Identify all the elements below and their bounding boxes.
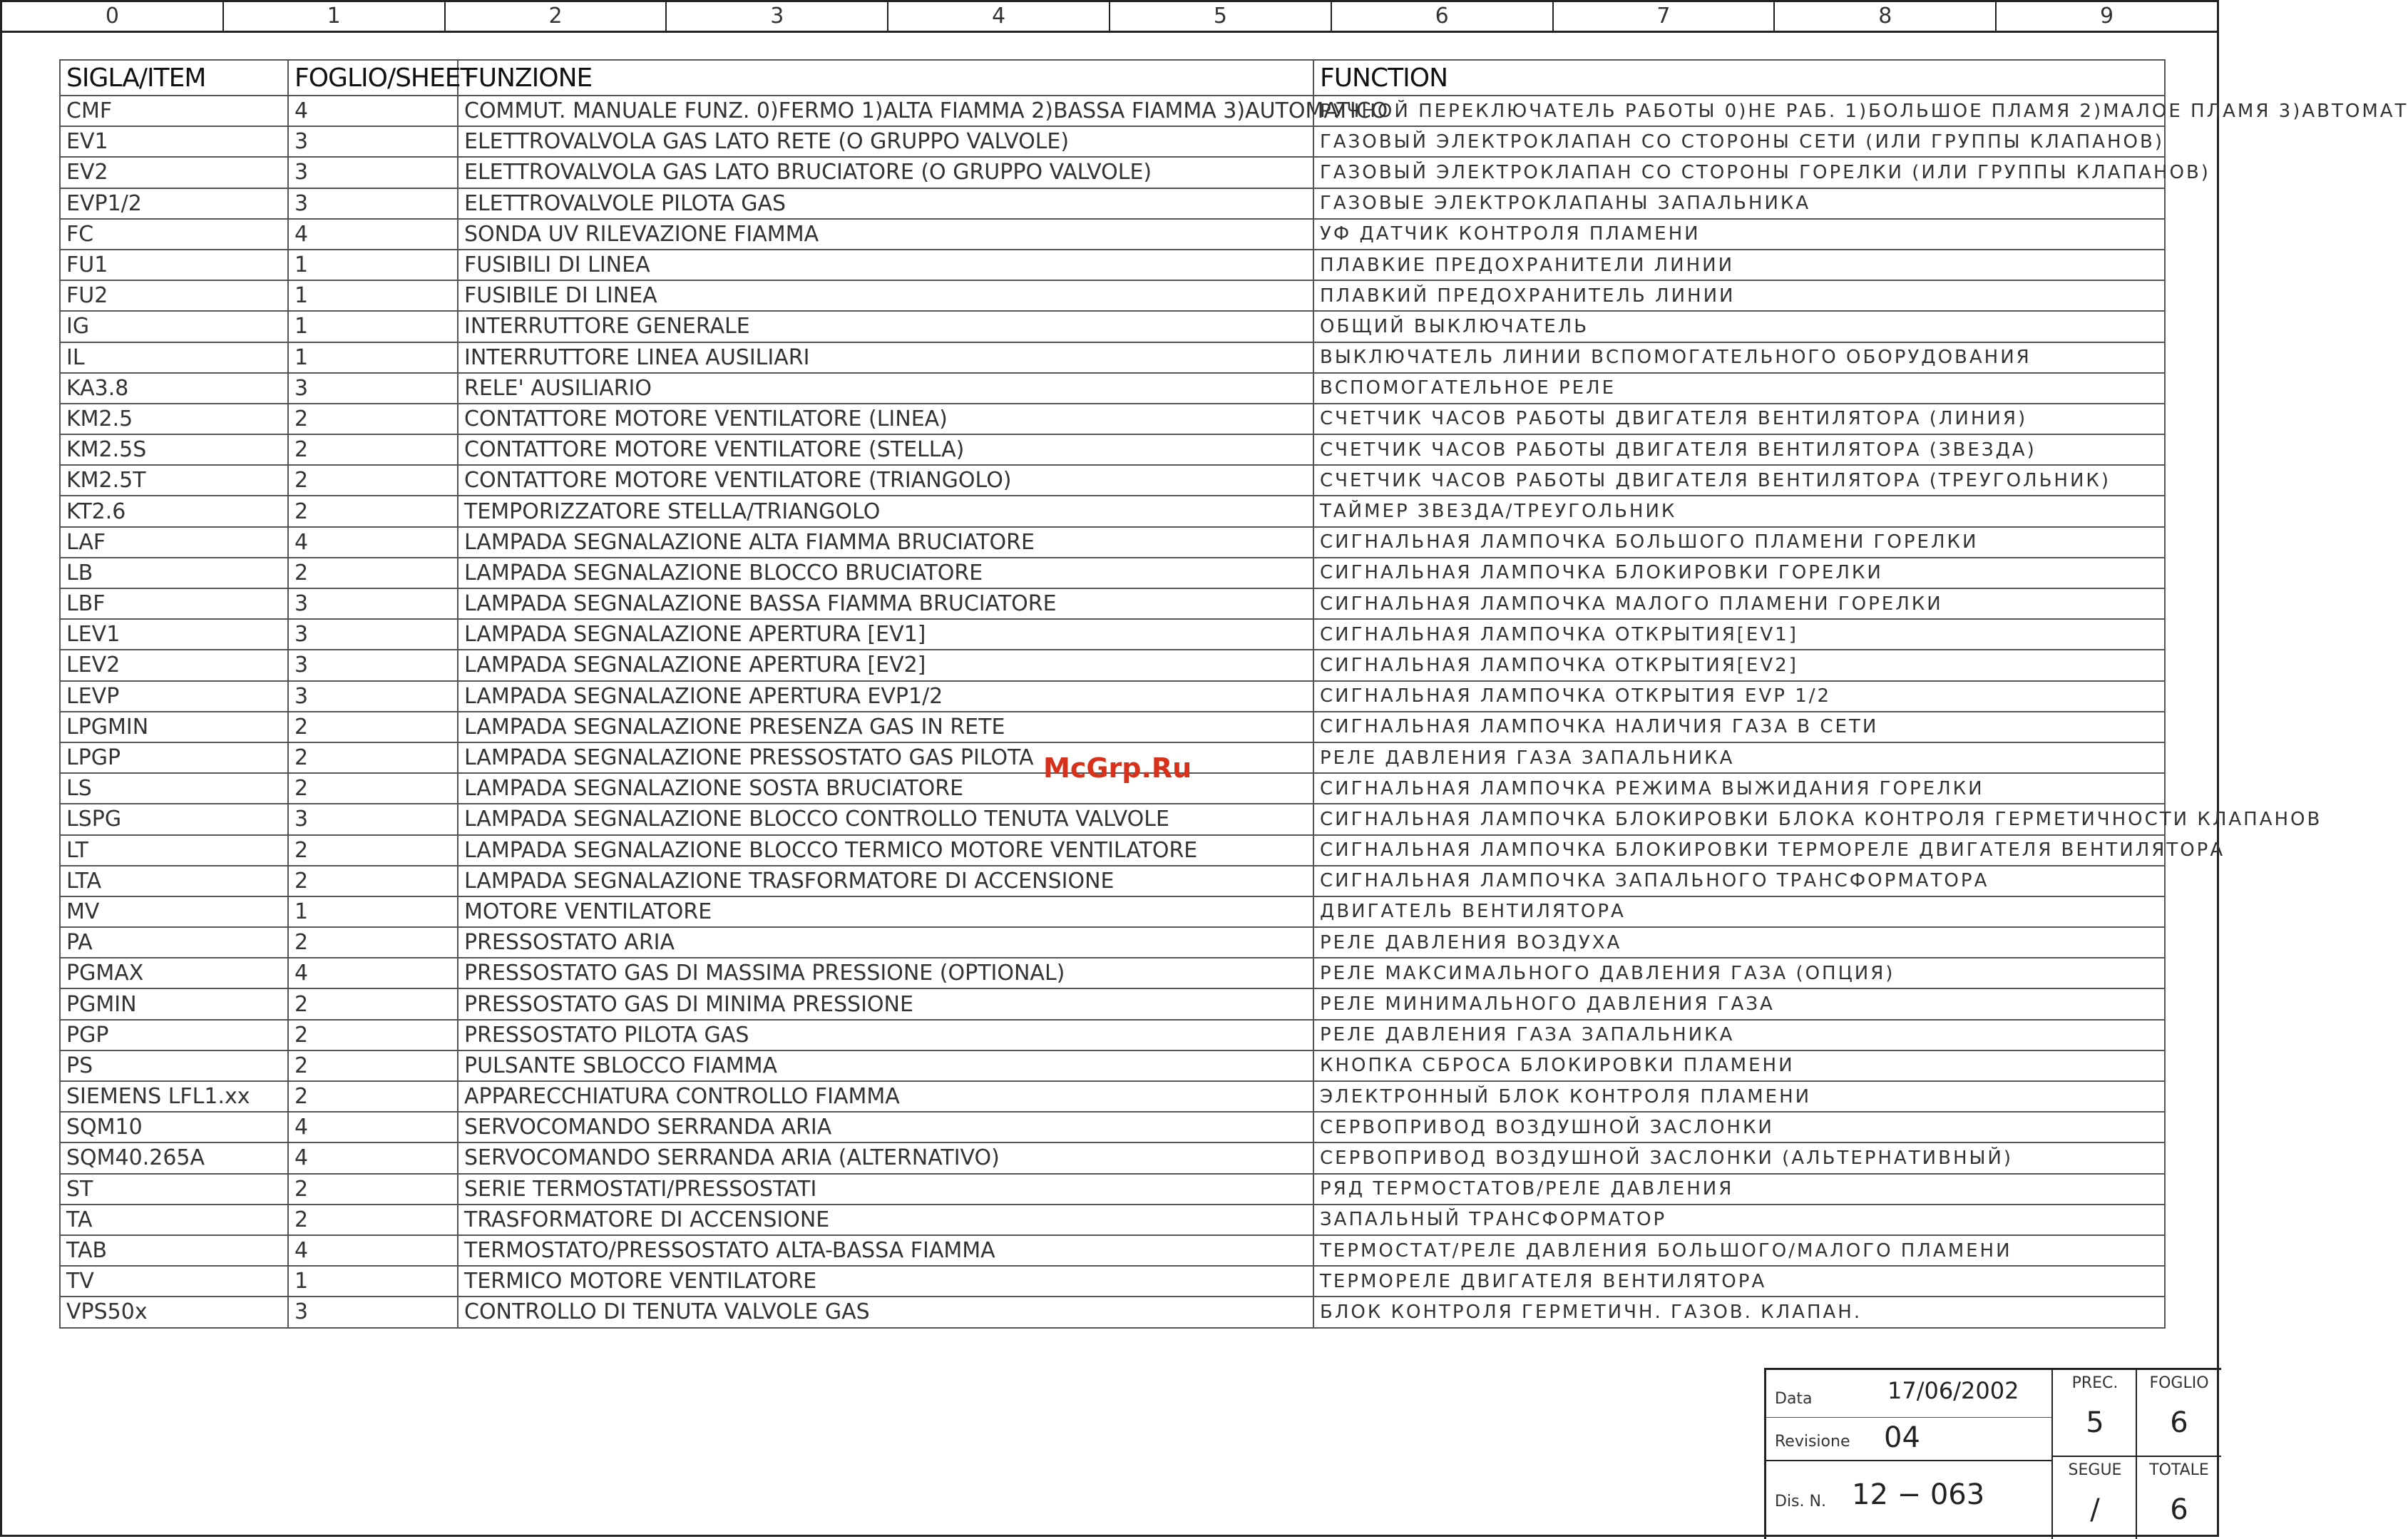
table-row [60, 896, 2165, 927]
cell-foglio: 2 [288, 465, 458, 496]
cell-function: ГАЗОВЫЙ ЭЛЕКТРОКЛАПАН СО СТОРОНЫ ГОРЕЛКИ (ИЛИ ГРУППЫ КЛАПАНОВ) [1313, 157, 2165, 188]
cell-function: ВСПОМОГАТЕЛЬНОЕ РЕЛЕ [1313, 373, 2165, 404]
cell-function: РЕЛЕ МАКСИМАЛЬНОГО ДАВЛЕНИЯ ГАЗА (ОПЦИЯ) [1313, 958, 2165, 988]
cell-sigla: LS [60, 773, 288, 804]
table-row [60, 927, 2165, 958]
cell-function: СИГНАЛЬНАЯ ЛАМПОЧКА ЗАПАЛЬНОГО ТРАНСФОРМАТОРА [1313, 866, 2165, 896]
table-row [60, 619, 2165, 650]
cell-foglio: 2 [288, 1081, 458, 1112]
cell-foglio: 2 [288, 434, 458, 465]
title-block-info [1766, 1370, 2053, 1539]
cell-funzione: SONDA UV RILEVAZIONE FIAMMA [458, 219, 1313, 250]
table-row [60, 712, 2165, 742]
cell-foglio: 4 [288, 219, 458, 250]
table-row [60, 496, 2165, 526]
table-row [60, 988, 2165, 1019]
cell-foglio: 4 [288, 527, 458, 558]
cell-function: ВЫКЛЮЧАТЕЛЬ ЛИНИИ ВСПОМОГАТЕЛЬНОГО ОБОРУДОВАНИЯ [1313, 342, 2165, 373]
cell-sigla: LEVP [60, 681, 288, 712]
cell-foglio: 3 [288, 619, 458, 650]
cell-sigla: LBF [60, 588, 288, 619]
cell-funzione: PULSANTE SBLOCCO FIAMMA [458, 1050, 1313, 1081]
table-row [60, 250, 2165, 280]
cell-foglio: 4 [288, 1142, 458, 1173]
cell-function: ТЕРМОСТАТ/РЕЛЕ ДАВЛЕНИЯ БОЛЬШОГО/МАЛОГО ПЛАМЕНИ [1313, 1235, 2165, 1266]
cell-sigla: LEV2 [60, 650, 288, 680]
table-row [60, 1081, 2165, 1112]
cell-funzione: LAMPADA SEGNALAZIONE APERTURA [EV2] [458, 650, 1313, 680]
ruler-cell: 2 [446, 2, 667, 31]
sheet-label: FOGLIO [2149, 1374, 2209, 1392]
cell-funzione: SERVOCOMANDO SERRANDA ARIA (ALTERNATIVO) [458, 1142, 1313, 1173]
cell-function: РЯД ТЕРМОСТАТОВ/РЕЛЕ ДАВЛЕНИЯ [1313, 1174, 2165, 1205]
header-sigla: SIGLA/ITEM [60, 60, 288, 96]
table-row [60, 650, 2165, 680]
cell-sigla: PGP [60, 1020, 288, 1050]
cell-function: ТАЙМЕР ЗВЕЗДА/ТРЕУГОЛЬНИК [1313, 496, 2165, 526]
table-row [60, 588, 2165, 619]
cell-function: ЗАПАЛЬНЫЙ ТРАНСФОРМАТОР [1313, 1205, 2165, 1235]
table-row [60, 1235, 2165, 1266]
cell-function: СИГНАЛЬНАЯ ЛАМПОЧКА ОТКРЫТИЯ EVP 1/2 [1313, 681, 2165, 712]
cell-funzione: CONTATTORE MOTORE VENTILATORE (TRIANGOLO) [458, 465, 1313, 496]
table-row [60, 681, 2165, 712]
table-row [60, 373, 2165, 404]
cell-funzione: INTERRUTTORE LINEA AUSILIARI [458, 342, 1313, 373]
ruler-cell: 5 [1110, 2, 1332, 31]
cell-funzione: COMMUT. MANUALE FUNZ. 0)FERMO 1)ALTA FIAMMA 2)BASSA FIAMMA 3)AUTOMATICO [458, 96, 1313, 126]
cell-funzione: FUSIBILI DI LINEA [458, 250, 1313, 280]
cell-funzione: PRESSOSTATO PILOTA GAS [458, 1020, 1313, 1050]
cell-funzione: LAMPADA SEGNALAZIONE TRASFORMATORE DI ACCENSIONE [458, 866, 1313, 896]
table-row [60, 219, 2165, 250]
table-row [60, 96, 2165, 126]
cell-sigla: LB [60, 558, 288, 588]
cell-foglio: 3 [288, 188, 458, 219]
header-function: FUNCTION [1313, 60, 2165, 96]
cell-function: ОБЩИЙ ВЫКЛЮЧАТЕЛЬ [1313, 311, 2165, 342]
table-row [60, 1020, 2165, 1050]
table-row [60, 188, 2165, 219]
cell-sigla: MV [60, 896, 288, 927]
cell-foglio: 2 [288, 712, 458, 742]
cell-foglio: 3 [288, 157, 458, 188]
table-row [60, 311, 2165, 342]
table-row [60, 527, 2165, 558]
cell-sigla: TV [60, 1266, 288, 1297]
next-sheet-label: SEGUE [2068, 1461, 2122, 1479]
cell-sigla: KM2.5S [60, 434, 288, 465]
date-row [1766, 1370, 2051, 1418]
table-row [60, 1050, 2165, 1081]
cell-foglio: 3 [288, 804, 458, 834]
cell-funzione: LAMPADA SEGNALAZIONE APERTURA [EV1] [458, 619, 1313, 650]
cell-sigla: FU2 [60, 280, 288, 311]
cell-foglio: 2 [288, 866, 458, 896]
cell-sigla: FU1 [60, 250, 288, 280]
cell-foglio: 1 [288, 342, 458, 373]
cell-foglio: 2 [288, 558, 458, 588]
cell-funzione: SERVOCOMANDO SERRANDA ARIA [458, 1112, 1313, 1142]
cell-funzione: TRASFORMATORE DI ACCENSIONE [458, 1205, 1313, 1235]
cell-function: СЧЕТЧИК ЧАСОВ РАБОТЫ ДВИГАТЕЛЯ ВЕНТИЛЯТОРА (ЛИНИЯ) [1313, 404, 2165, 434]
table-row [60, 1142, 2165, 1173]
drawing-number-label: Dis. N. [1775, 1493, 1826, 1510]
cell-sigla: PS [60, 1050, 288, 1081]
cell-foglio: 2 [288, 1050, 458, 1081]
ruler-cell: 6 [1332, 2, 1554, 31]
sheet-value: 6 [2170, 1406, 2188, 1439]
table-row [60, 1112, 2165, 1142]
cell-function: СИГНАЛЬНАЯ ЛАМПОЧКА БЛОКИРОВКИ БЛОКА КОНТРОЛЯ ГЕРМЕТИЧНОСТИ КЛАПАНОВ [1313, 804, 2165, 834]
cell-function: БЛОК КОНТРОЛЯ ГЕРМЕТИЧН. ГАЗОВ. КЛАПАН. [1313, 1297, 2165, 1327]
prev-sheet-value: 5 [2086, 1406, 2104, 1439]
header-funzione: FUNZIONE [458, 60, 1313, 96]
cell-funzione: LAMPADA SEGNALAZIONE APERTURA EVP1/2 [458, 681, 1313, 712]
ruler-cell: 9 [2100, 4, 2114, 29]
table-body [60, 96, 2408, 1328]
next-sheet-cell [2051, 1457, 2137, 1539]
cell-sigla: EV2 [60, 157, 288, 188]
cell-foglio: 3 [288, 650, 458, 680]
revision-row [1766, 1417, 2051, 1461]
cell-funzione: LAMPADA SEGNALAZIONE PRESENZA GAS IN RETE [458, 712, 1313, 742]
cell-sigla: PGMAX [60, 958, 288, 988]
cell-sigla: LT [60, 835, 288, 866]
cell-sigla: TAB [60, 1235, 288, 1266]
cell-sigla: KM2.5 [60, 404, 288, 434]
cell-sigla: TA [60, 1205, 288, 1235]
column-ruler [2, 2, 2217, 33]
cell-function: СИГНАЛЬНАЯ ЛАМПОЧКА РЕЖИМА ВЫЖИДАНИЯ ГОРЕЛКИ [1313, 773, 2165, 804]
cell-foglio: 1 [288, 311, 458, 342]
table-row [60, 1266, 2165, 1297]
cell-sigla: VPS50x [60, 1297, 288, 1327]
table-row [60, 157, 2165, 188]
date-value: 17/06/2002 [1887, 1377, 2019, 1404]
cell-foglio: 2 [288, 404, 458, 434]
cell-foglio: 2 [288, 1020, 458, 1050]
cell-function: ГАЗОВЫЕ ЭЛЕКТРОКЛАПАНЫ ЗАПАЛЬНИКА [1313, 188, 2165, 219]
cell-sigla: IL [60, 342, 288, 373]
cell-sigla: EVP1/2 [60, 188, 288, 219]
prev-sheet-label: PREC. [2071, 1374, 2118, 1392]
cell-sigla: SQM40.265A [60, 1142, 288, 1173]
cell-function: РЕЛЕ ДАВЛЕНИЯ ВОЗДУХА [1313, 927, 2165, 958]
cell-funzione: TERMOSTATO/PRESSOSTATO ALTA-BASSA FIAMMA [458, 1235, 1313, 1266]
cell-foglio: 2 [288, 835, 458, 866]
cell-foglio: 1 [288, 896, 458, 927]
cell-sigla: LAF [60, 527, 288, 558]
cell-sigla: CMF [60, 96, 288, 126]
cell-foglio: 4 [288, 958, 458, 988]
cell-function: СИГНАЛЬНАЯ ЛАМПОЧКА ОТКРЫТИЯ[EV1] [1313, 619, 2165, 650]
cell-funzione: PRESSOSTATO GAS DI MASSIMA PRESSIONE (OPTIONAL) [458, 958, 1313, 988]
cell-sigla: IG [60, 311, 288, 342]
cell-sigla: PA [60, 927, 288, 958]
table-row [60, 958, 2165, 988]
table-row [60, 1297, 2165, 1327]
cell-function: СЧЕТЧИК ЧАСОВ РАБОТЫ ДВИГАТЕЛЯ ВЕНТИЛЯТОРА (ТРЕУГОЛЬНИК) [1313, 465, 2165, 496]
watermark: McGrp.Ru [1043, 752, 1192, 784]
cell-funzione: ELETTROVALVOLE PILOTA GAS [458, 188, 1313, 219]
cell-funzione: FUSIBILE DI LINEA [458, 280, 1313, 311]
cell-foglio: 1 [288, 250, 458, 280]
cell-foglio: 3 [288, 126, 458, 157]
ruler-cell: 0 [2, 2, 224, 31]
cell-function: СИГНАЛЬНАЯ ЛАМПОЧКА НАЛИЧИЯ ГАЗА В СЕТИ [1313, 712, 2165, 742]
table-row [60, 558, 2165, 588]
cell-funzione: LAMPADA SEGNALAZIONE BASSA FIAMMA BRUCIATORE [458, 588, 1313, 619]
cell-foglio: 4 [288, 1112, 458, 1142]
drawing-number-value: 12 − 063 [1852, 1478, 1985, 1511]
cell-funzione: ELETTROVALVOLA GAS LATO BRUCIATORE (O GRUPPO VALVOLE) [458, 157, 1313, 188]
cell-funzione: CONTATTORE MOTORE VENTILATORE (LINEA) [458, 404, 1313, 434]
cell-function: СИГНАЛЬНАЯ ЛАМПОЧКА БЛОКИРОВКИ ТЕРМОРЕЛЕ ДВИГАТЕЛЯ ВЕНТИЛЯТОРА [1313, 835, 2165, 866]
cell-function: СЕРВОПРИВОД ВОЗДУШНОЙ ЗАСЛОНКИ (АЛЬТЕРНАТИВНЫЙ) [1313, 1142, 2165, 1173]
cell-funzione: LAMPADA SEGNALAZIONE SOSTA BRUCIATORE [458, 773, 1313, 804]
cell-function: ЭЛЕКТРОННЫЙ БЛОК КОНТРОЛЯ ПЛАМЕНИ [1313, 1081, 2165, 1112]
cell-sigla: KA3.8 [60, 373, 288, 404]
ruler-cell: 4 [888, 2, 1110, 31]
table-row [60, 465, 2165, 496]
ruler-cell: 8 [1775, 2, 1997, 31]
cell-sigla: SQM10 [60, 1112, 288, 1142]
cell-funzione: ELETTROVALVOLA GAS LATO RETE (O GRUPPO VALVOLE) [458, 126, 1313, 157]
cell-sigla: FC [60, 219, 288, 250]
cell-funzione: TEMPORIZZATORE STELLA/TRIANGOLO [458, 496, 1313, 526]
sheet-cell [2136, 1370, 2221, 1457]
cell-function: КНОПКА СБРОСА БЛОКИРОВКИ ПЛАМЕНИ [1313, 1050, 2165, 1081]
cell-foglio: 3 [288, 1297, 458, 1327]
cell-foglio: 4 [288, 96, 458, 126]
cell-foglio: 2 [288, 773, 458, 804]
cell-function: СЕРВОПРИВОД ВОЗДУШНОЙ ЗАСЛОНКИ [1313, 1112, 2165, 1142]
table-row [60, 835, 2165, 866]
cell-foglio: 2 [288, 927, 458, 958]
cell-funzione: CONTATTORE MOTORE VENTILATORE (STELLA) [458, 434, 1313, 465]
cell-function: ДВИГАТЕЛЬ ВЕНТИЛЯТОРА [1313, 896, 2165, 927]
cell-funzione: MOTORE VENTILATORE [458, 896, 1313, 927]
cell-function: УФ ДАТЧИК КОНТРОЛЯ ПЛАМЕНИ [1313, 219, 2165, 250]
table-row [60, 280, 2165, 311]
cell-function: РЕЛЕ ДАВЛЕНИЯ ГАЗА ЗАПАЛЬНИКА [1313, 1020, 2165, 1050]
table-row [60, 1205, 2165, 1235]
revision-value: 04 [1884, 1421, 1920, 1454]
cell-foglio: 3 [288, 588, 458, 619]
cell-funzione: SERIE TERMOSTATI/PRESSOSTATI [458, 1174, 1313, 1205]
title-block [1764, 1368, 2221, 1539]
component-legend-table [59, 59, 2408, 1329]
table-row [60, 1174, 2165, 1205]
cell-funzione: CONTROLLO DI TENUTA VALVOLE GAS [458, 1297, 1313, 1327]
cell-sigla: ST [60, 1174, 288, 1205]
cell-function: ПЛАВКИЕ ПРЕДОХРАНИТЕЛИ ЛИНИИ [1313, 250, 2165, 280]
prev-sheet-cell [2051, 1370, 2137, 1457]
table-header-row [60, 60, 2165, 96]
cell-function: ПЛАВКИЙ ПРЕДОХРАНИТЕЛЬ ЛИНИИ [1313, 280, 2165, 311]
cell-function: ТЕРМОРЕЛЕ ДВИГАТЕЛЯ ВЕНТИЛЯТОРА [1313, 1266, 2165, 1297]
cell-sigla: KM2.5T [60, 465, 288, 496]
cell-funzione: APPARECCHIATURA CONTROLLO FIAMMA [458, 1081, 1313, 1112]
cell-function: РЕЛЕ ДАВЛЕНИЯ ГАЗА ЗАПАЛЬНИКА [1313, 742, 2165, 773]
cell-function: СЧЕТЧИК ЧАСОВ РАБОТЫ ДВИГАТЕЛЯ ВЕНТИЛЯТОРА (ЗВЕЗДА) [1313, 434, 2165, 465]
cell-sigla: LEV1 [60, 619, 288, 650]
cell-function: СИГНАЛЬНАЯ ЛАМПОЧКА ОТКРЫТИЯ[EV2] [1313, 650, 2165, 680]
cell-foglio: 1 [288, 1266, 458, 1297]
ruler-cell: 1 [224, 2, 446, 31]
cell-foglio: 3 [288, 373, 458, 404]
cell-funzione: LAMPADA SEGNALAZIONE ALTA FIAMMA BRUCIATORE [458, 527, 1313, 558]
cell-funzione: LAMPADA SEGNALAZIONE BLOCCO BRUCIATORE [458, 558, 1313, 588]
cell-funzione: LAMPADA SEGNALAZIONE BLOCCO TERMICO MOTORE VENTILATORE [458, 835, 1313, 866]
cell-funzione: PRESSOSTATO ARIA [458, 927, 1313, 958]
cell-sigla: LPGMIN [60, 712, 288, 742]
cell-function: РЕЛЕ МИНИМАЛЬНОГО ДАВЛЕНИЯ ГАЗА [1313, 988, 2165, 1019]
cell-sigla: PGMIN [60, 988, 288, 1019]
total-sheets-cell [2136, 1457, 2221, 1539]
cell-foglio: 3 [288, 681, 458, 712]
cell-funzione: TERMICO MOTORE VENTILATORE [458, 1266, 1313, 1297]
cell-foglio: 2 [288, 988, 458, 1019]
cell-sigla: EV1 [60, 126, 288, 157]
cell-funzione: LAMPADA SEGNALAZIONE BLOCCO CONTROLLO TENUTA VALVOLE [458, 804, 1313, 834]
next-sheet-value: / [2090, 1493, 2100, 1526]
cell-sigla: LPGP [60, 742, 288, 773]
table-row [60, 404, 2165, 434]
cell-function: РУЧНОЙ ПЕРЕКЛЮЧАТЕЛЬ РАБОТЫ 0)НЕ РАБ. 1)БОЛЬШОЕ ПЛАМЯ 2)МАЛОЕ ПЛАМЯ 3)АВТОМАТ [1313, 96, 2165, 126]
cell-foglio: 1 [288, 280, 458, 311]
table-row [60, 126, 2165, 157]
total-sheets-value: 6 [2170, 1493, 2188, 1526]
cell-foglio: 2 [288, 742, 458, 773]
table-row [60, 804, 2165, 834]
table-row [60, 866, 2165, 896]
cell-foglio: 2 [288, 1205, 458, 1235]
cell-sigla: LSPG [60, 804, 288, 834]
cell-foglio: 4 [288, 1235, 458, 1266]
total-sheets-label: TOTALE [2149, 1461, 2209, 1479]
table-row [60, 342, 2165, 373]
cell-function: СИГНАЛЬНАЯ ЛАМПОЧКА БЛОКИРОВКИ ГОРЕЛКИ [1313, 558, 2165, 588]
cell-function: СИГНАЛЬНАЯ ЛАМПОЧКА БОЛЬШОГО ПЛАМЕНИ ГОРЕЛКИ [1313, 527, 2165, 558]
cell-function: ГАЗОВЫЙ ЭЛЕКТРОКЛАПАН СО СТОРОНЫ СЕТИ (ИЛИ ГРУППЫ КЛАПАНОВ) [1313, 126, 2165, 157]
revision-label: Revisione [1775, 1433, 1850, 1451]
cell-funzione: INTERRUTTORE GENERALE [458, 311, 1313, 342]
cell-funzione: LAMPADA SEGNALAZIONE PRESSOSTATO GAS PILOTA [458, 742, 1313, 773]
cell-sigla: KT2.6 [60, 496, 288, 526]
ruler-cell: 3 [667, 2, 888, 31]
cell-funzione: RELE' AUSILIARIO [458, 373, 1313, 404]
header-foglio: FOGLIO/SHEET [288, 60, 458, 96]
cell-funzione: PRESSOSTATO GAS DI MINIMA PRESSIONE [458, 988, 1313, 1019]
cell-foglio: 2 [288, 1174, 458, 1205]
cell-foglio: 2 [288, 496, 458, 526]
ruler-cell: 7 [1554, 2, 1776, 31]
cell-sigla: SIEMENS LFL1.xx [60, 1081, 288, 1112]
date-label: Data [1775, 1390, 1813, 1408]
drawing-number-row [1766, 1461, 2051, 1539]
table-row [60, 434, 2165, 465]
cell-function: СИГНАЛЬНАЯ ЛАМПОЧКА МАЛОГО ПЛАМЕНИ ГОРЕЛКИ [1313, 588, 2165, 619]
cell-sigla: LTA [60, 866, 288, 896]
